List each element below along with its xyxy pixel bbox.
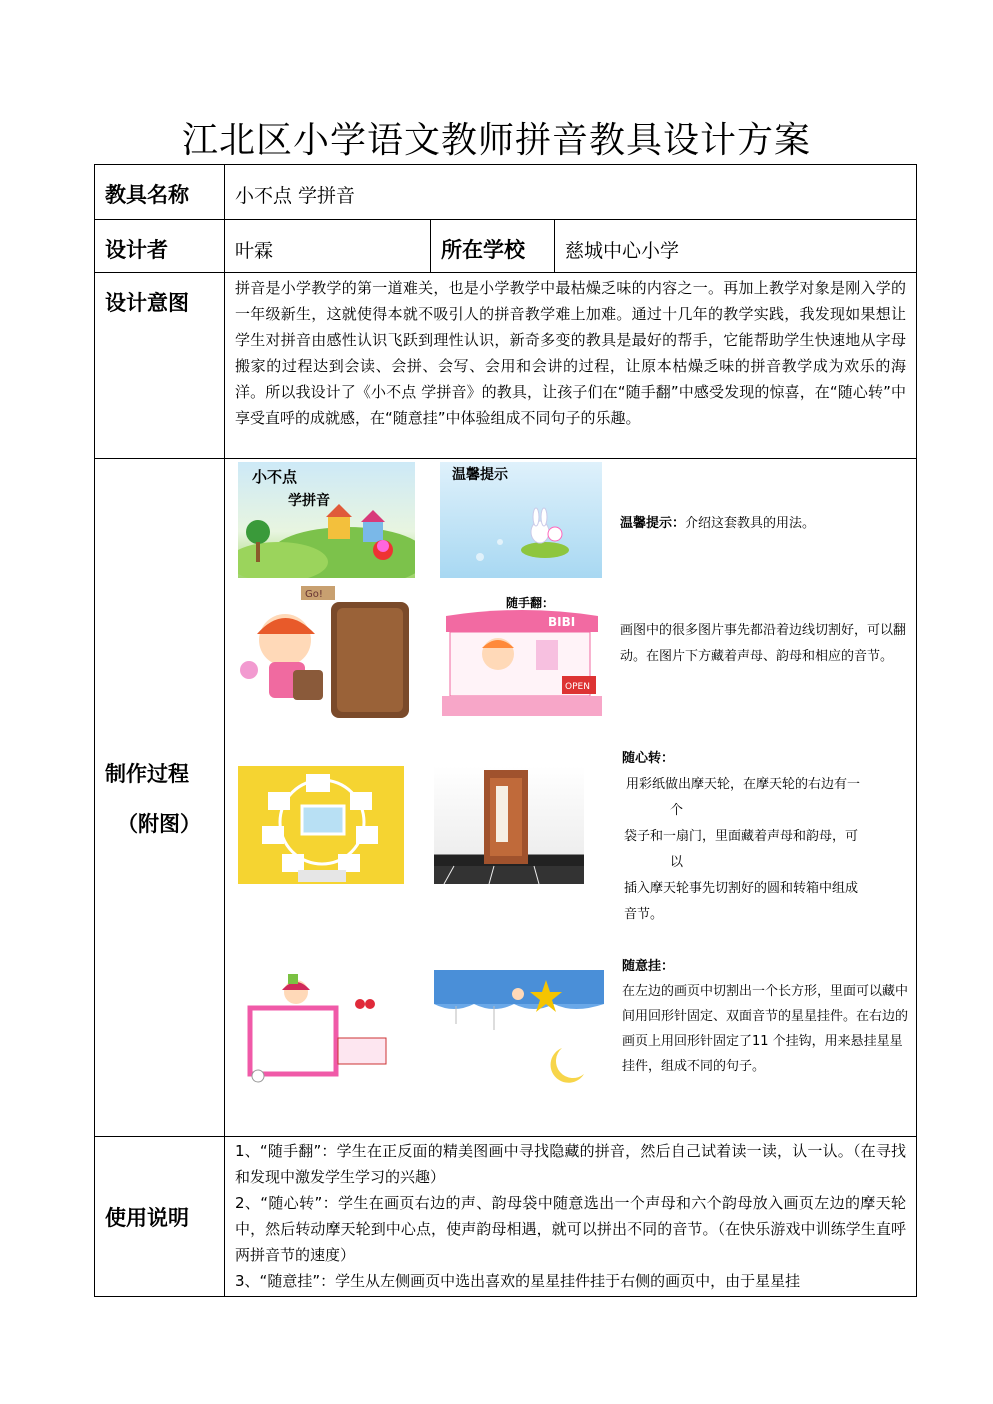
intent-label: 设计意图 <box>95 273 225 459</box>
ferris-wheel-illustration <box>238 766 404 884</box>
school-value: 慈城中心小学 <box>555 220 917 273</box>
usage-content <box>225 1137 917 1297</box>
girl-illustration <box>235 582 413 720</box>
ferris-wheel-picture <box>238 766 404 884</box>
girl-board-picture <box>235 582 413 720</box>
door-icon <box>434 766 584 884</box>
name-value: 小不点 学拼音 <box>225 165 917 220</box>
usage-label: 使用说明 <box>105 1204 189 1230</box>
shop-name-sign: BIBI <box>548 615 576 629</box>
name-label: 教具名称 <box>95 165 225 220</box>
star-moon-illustration <box>434 970 604 1086</box>
flip-caption: 随手翻： <box>506 596 555 610</box>
spin-note: 随心转： 用彩纸做出摩天轮，在摩天轮的右边有一 个 袋子和一扇门，里面藏着声母和韵母，可 以 插入摩天轮事先切割好的圆和转箱中组成 音节。 <box>622 751 861 922</box>
tip-note: 温馨提示：介绍这套教具的用法。 <box>620 516 816 531</box>
usage-item-1: 1、“随手翻”：学生在正反面的精美图画中寻找隐藏的拼音，然后自己试着读一读，认一认。（在寻找和发现中激发学生学习的兴趣） <box>235 1142 907 1186</box>
shop-open-sign: OPEN <box>565 682 590 692</box>
process-label: 制作过程 <box>105 760 189 786</box>
usage-item-3: 3、“随意挂”：学生从左侧画页中选出喜欢的星星挂件挂于右侧的画页中，由于星星挂 <box>235 1272 801 1290</box>
process-sub: （附图） <box>117 810 201 836</box>
school-label: 所在学校 <box>431 220 555 273</box>
process-label-cell <box>95 459 225 1137</box>
usage-item-2: 2、“随心转”：学生在画页右边的声、韵母袋中随意选出一个声母和六个韵母放入画页左边的摩天轮中，然后转动摩天轮到中心点，使声韵母相遇，就可以拼出不同的音节。（在快乐游戏中训练学生直呼两拼音节的速度） <box>235 1194 907 1264</box>
shop-picture <box>436 596 608 720</box>
cover-title-1: 小不点 <box>252 468 298 486</box>
frame-picture <box>238 970 408 1085</box>
flip-note: 画图中的很多图片事先都沿着边线切割好，可以翻动。在图片下方藏着声母、韵母和相应的音节。 <box>620 623 907 664</box>
designer-label: 设计者 <box>95 220 225 273</box>
usage-label-cell <box>95 1137 225 1297</box>
frame-illustration <box>238 970 408 1085</box>
cover-picture <box>238 462 415 578</box>
door-picture <box>434 766 584 884</box>
bunny-icon <box>440 462 602 578</box>
night-sky-picture <box>434 970 604 1086</box>
intent-text: 拼音是小学教学的第一道难关，也是小学教学中最枯燥乏味的内容之一。再加上教学对象是刚入学的一年级新生，这就使得本就不吸引人的拼音教学难上加难。通过十几年的教学实践，我发现如果想让学生对拼音由感性认识飞跃到理性认识，新奇多变的教具是最好的帮手，它能帮助学生快速地从字母搬家的过程达到会读、会拼、会写、会用和会讲的过程，让原本枯燥乏味的拼音教学成为欢乐的海洋。所以我设计了《小不点 学拼音》的教具，让孩子们在“随手翻”中感受发现的惊喜，在“随心转”中享受直呼的成就感，在“随意挂”中体验组成不同句子的乐趣。 <box>225 273 917 459</box>
design-table <box>94 164 917 1297</box>
page-title: 江北区小学语文教师拼音教具设计方案 <box>181 120 811 161</box>
designer-value: 叶霖 <box>225 220 431 273</box>
hang-note: 随意挂： 在左边的画页中切割出一个长方形，里面可以藏中间用回形针固定、双面音节的星星挂件。在右边的画页上用回形针固定了11 个挂钩，用来悬挂星星挂件，组成不同的句子。 <box>622 959 909 1074</box>
tip-picture-title: 温馨提示 <box>452 467 508 483</box>
shop-illustration <box>436 596 608 720</box>
go-sign: Go! <box>305 589 323 600</box>
tip-picture <box>440 462 602 578</box>
cover-title-2: 学拼音 <box>288 493 330 509</box>
